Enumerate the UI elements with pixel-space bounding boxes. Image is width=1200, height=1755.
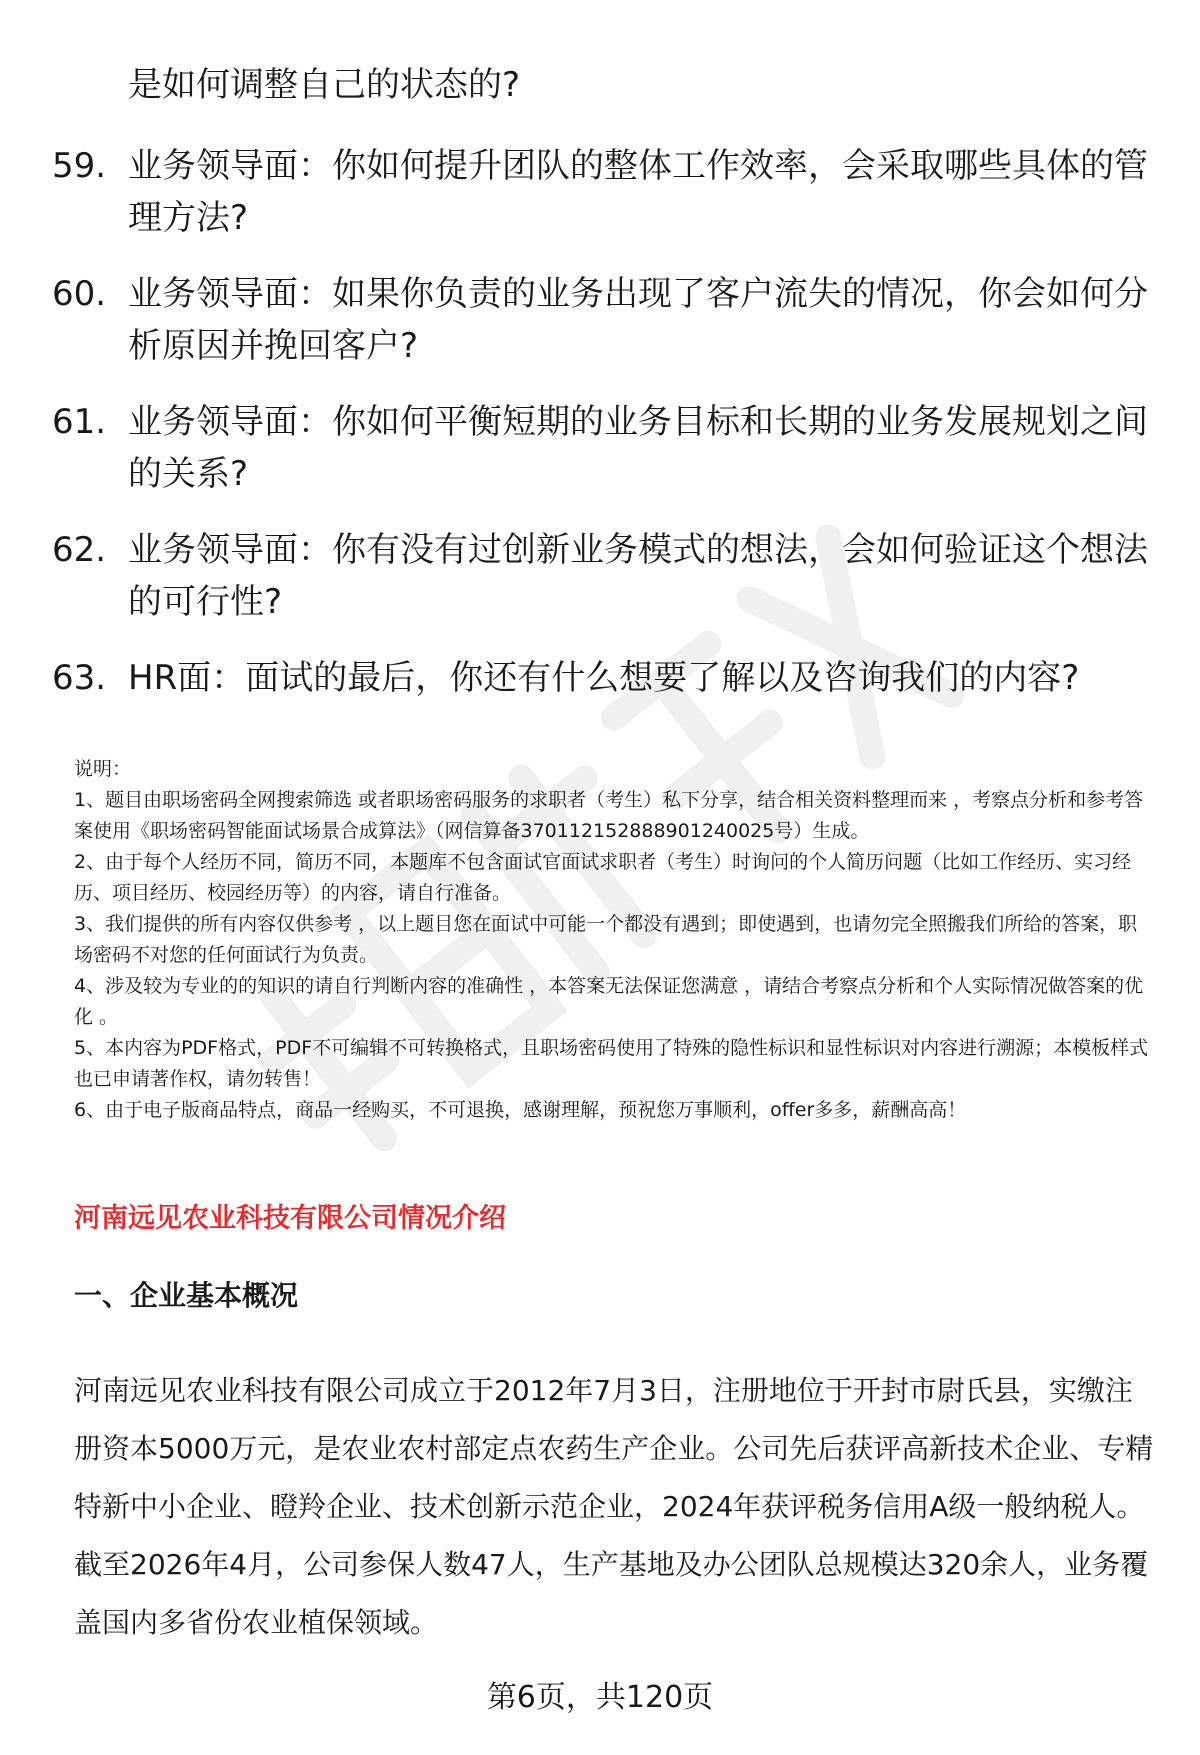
question-item	[52, 268, 1152, 372]
note-item: 4、涉及较为专业的的知识的请自行判断内容的准确性 ，本答案无法保证您满意 ，请结合考察点分析和个人实际情况做答案的优化 。	[74, 975, 1144, 1028]
question-number: 60.	[52, 274, 107, 314]
question-continuation: 是如何调整自己的状态的?	[128, 65, 521, 105]
note-item: 1、题目由职场密码全网搜索筛选 或者职场密码服务的求职者（考生）私下分享，结合相关资料整理而来 ，考察点分析和参考答案使用《职场密码智能面试场景合成算法》（网信算备370112152888901240025号）生成。	[74, 789, 1144, 842]
note-item: 6、由于电子版商品特点，商品一经购买，不可退换，感谢理解，预祝您万事顺利，offer多多，薪酬高高！	[74, 1099, 967, 1121]
question-text: HR面：面试的最后，你还有什么想要了解以及咨询我们的内容?	[128, 658, 1080, 698]
question-text: 业务领导面：你如何提升团队的整体工作效率，会采取哪些具体的管理方法?	[128, 146, 1148, 238]
question-item	[52, 652, 1152, 704]
question-item	[52, 524, 1152, 628]
question-text: 业务领导面：如果你负责的业务出现了客户流失的情况，你会如何分析原因并挽回客户?	[128, 274, 1148, 366]
question-text: 业务领导面：你如何平衡短期的业务目标和长期的业务发展规划之间的关系?	[128, 402, 1148, 494]
page-footer: 第6页，共120页	[486, 1680, 714, 1715]
notes-title: 说明：	[74, 758, 132, 780]
question-item	[52, 140, 1152, 244]
question-number: 59.	[52, 146, 107, 186]
note-item: 3、我们提供的所有内容仅供参考 ，以上题目您在面试中可能一个都没有遇到；即使遇到，也请勿完全照搬我们所给的答案，职场密码不对您的任何面试行为负责。	[74, 913, 1138, 966]
question-list	[52, 140, 1152, 728]
note-item: 5、本内容为PDF格式，PDF不可编辑不可转换格式，且职场密码使用了特殊的隐性标识和显性标识对内容进行溯源；本模板样式也已申请著作权，请勿转售！	[74, 1037, 1149, 1090]
note-item: 2、由于每个人经历不同，简历不同，本题库不包含面试官面试求职者（考生）时询问的个人简历问题（比如工作经历、实习经历、项目经历、校园经历等）的内容，请自行准备。	[74, 851, 1132, 904]
question-text: 业务领导面：你有没有过创新业务模式的想法，会如何验证这个想法的可行性?	[128, 530, 1148, 622]
company-intro-paragraph: 河南远见农业科技有限公司成立于2012年7月3日，注册地位于开封市尉氏县，实缴注册资本5000万元，是农业农村部定点农药生产企业。公司先后获评高新技术企业、专精特新中小企业、瞪羚企业、技术创新示范企业，2024年获评税务信用A级一般纳税人。截至2026年4月，公司参保人数47人，生产基地及办公团队总规模达320余人，业务覆盖国内多省份农业植保领域。	[74, 1374, 1154, 1639]
question-number: 63.	[52, 658, 107, 698]
disclaimer-notes	[74, 754, 1154, 1126]
company-title: 河南远见农业科技有限公司情况介绍	[74, 1203, 506, 1234]
question-item	[52, 396, 1152, 500]
question-number: 61.	[52, 402, 107, 442]
question-number: 62.	[52, 530, 107, 570]
section-heading: 一、企业基本概况	[74, 1279, 299, 1312]
